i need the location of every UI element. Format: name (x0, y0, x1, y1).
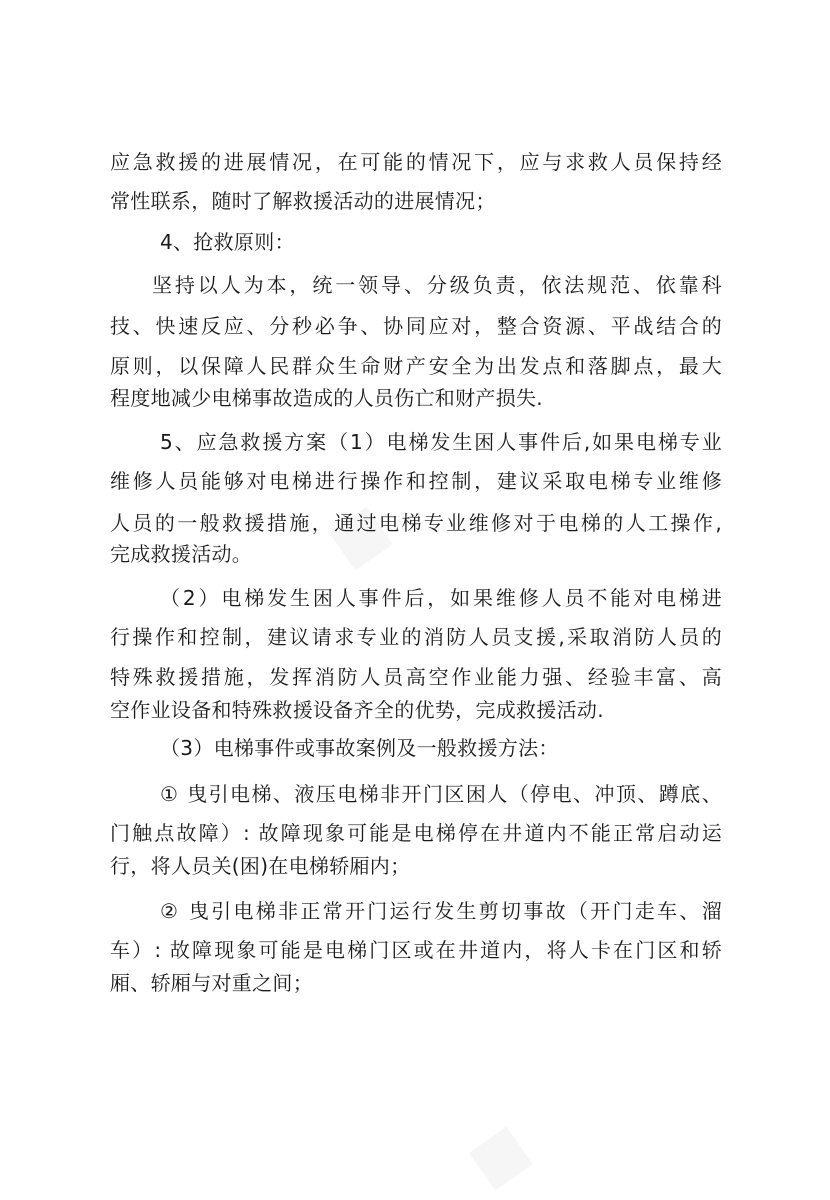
text-line-5: 技、快速反应、分秒必争、协同应对，整合资源、平战结合的 (110, 314, 722, 338)
text-line-21: 车）: 故障现象可能是电梯门区或在井道内，将人卡在门区和轿 (110, 938, 722, 962)
text-line-6: 原则，以保障人民群众生命财产安全为出发点和落脚点，最大 (110, 354, 722, 378)
text-line-11: 完成救援活动。 (110, 542, 253, 566)
text-line-19: 行，将人员关(困)在电梯轿厢内； (110, 854, 411, 878)
text-line-2: 常性联系，随时了解救援活动的进展情况； (110, 189, 496, 213)
text-line-22: 厢、轿厢与对重之间； (110, 971, 313, 995)
text-line-15: 空作业设备和特殊救援设备齐全的优势，完成救援活动. (110, 698, 604, 722)
heading-rescue-principle: 4、抢救原则： (160, 230, 295, 254)
text-line-4: 坚持以人为本，统一领导、分级负责，依法规范、依靠科 (152, 273, 722, 297)
text-line-7: 程度地减少电梯事故造成的人员伤亡和财产损失. (110, 386, 543, 410)
text-line-8: 5、应急救援方案（1）电梯发生困人事件后,如果电梯专业 (160, 430, 722, 454)
text-line-16: （3）电梯事件或事故案例及一般救援方法： (160, 736, 559, 760)
text-line-18: 门触点故障）: 故障现象可能是电梯停在井道内不能正常启动运 (110, 821, 722, 845)
text-line-9: 维修人员能够对电梯进行操作和控制，建议采取电梯专业维修 (110, 469, 722, 493)
text-line-10: 人员的一般救援措施，通过电梯专业维修对于电梯的人工操作, (110, 511, 722, 535)
text-line-20: ② 曳引电梯非正常开门运行发生剪切事故（开门走车、溜 (160, 899, 722, 923)
text-line-13: 行操作和控制，建议请求专业的消防人员支援,采取消防人员的 (110, 625, 722, 649)
watermark-shape (455, 1110, 542, 1200)
text-line-14: 特殊救援措施，发挥消防人员高空作业能力强、经验丰富、高 (110, 665, 722, 689)
text-line-17: ① 曳引电梯、液压电梯非开门区困人（停电、冲顶、蹲底、 (160, 782, 722, 806)
text-line-1: 应急救援的进展情况，在可能的情况下，应与求救人员保持经 (110, 150, 722, 174)
text-line-12: （2）电梯发生困人事件后，如果维修人员不能对电梯进 (160, 586, 722, 610)
